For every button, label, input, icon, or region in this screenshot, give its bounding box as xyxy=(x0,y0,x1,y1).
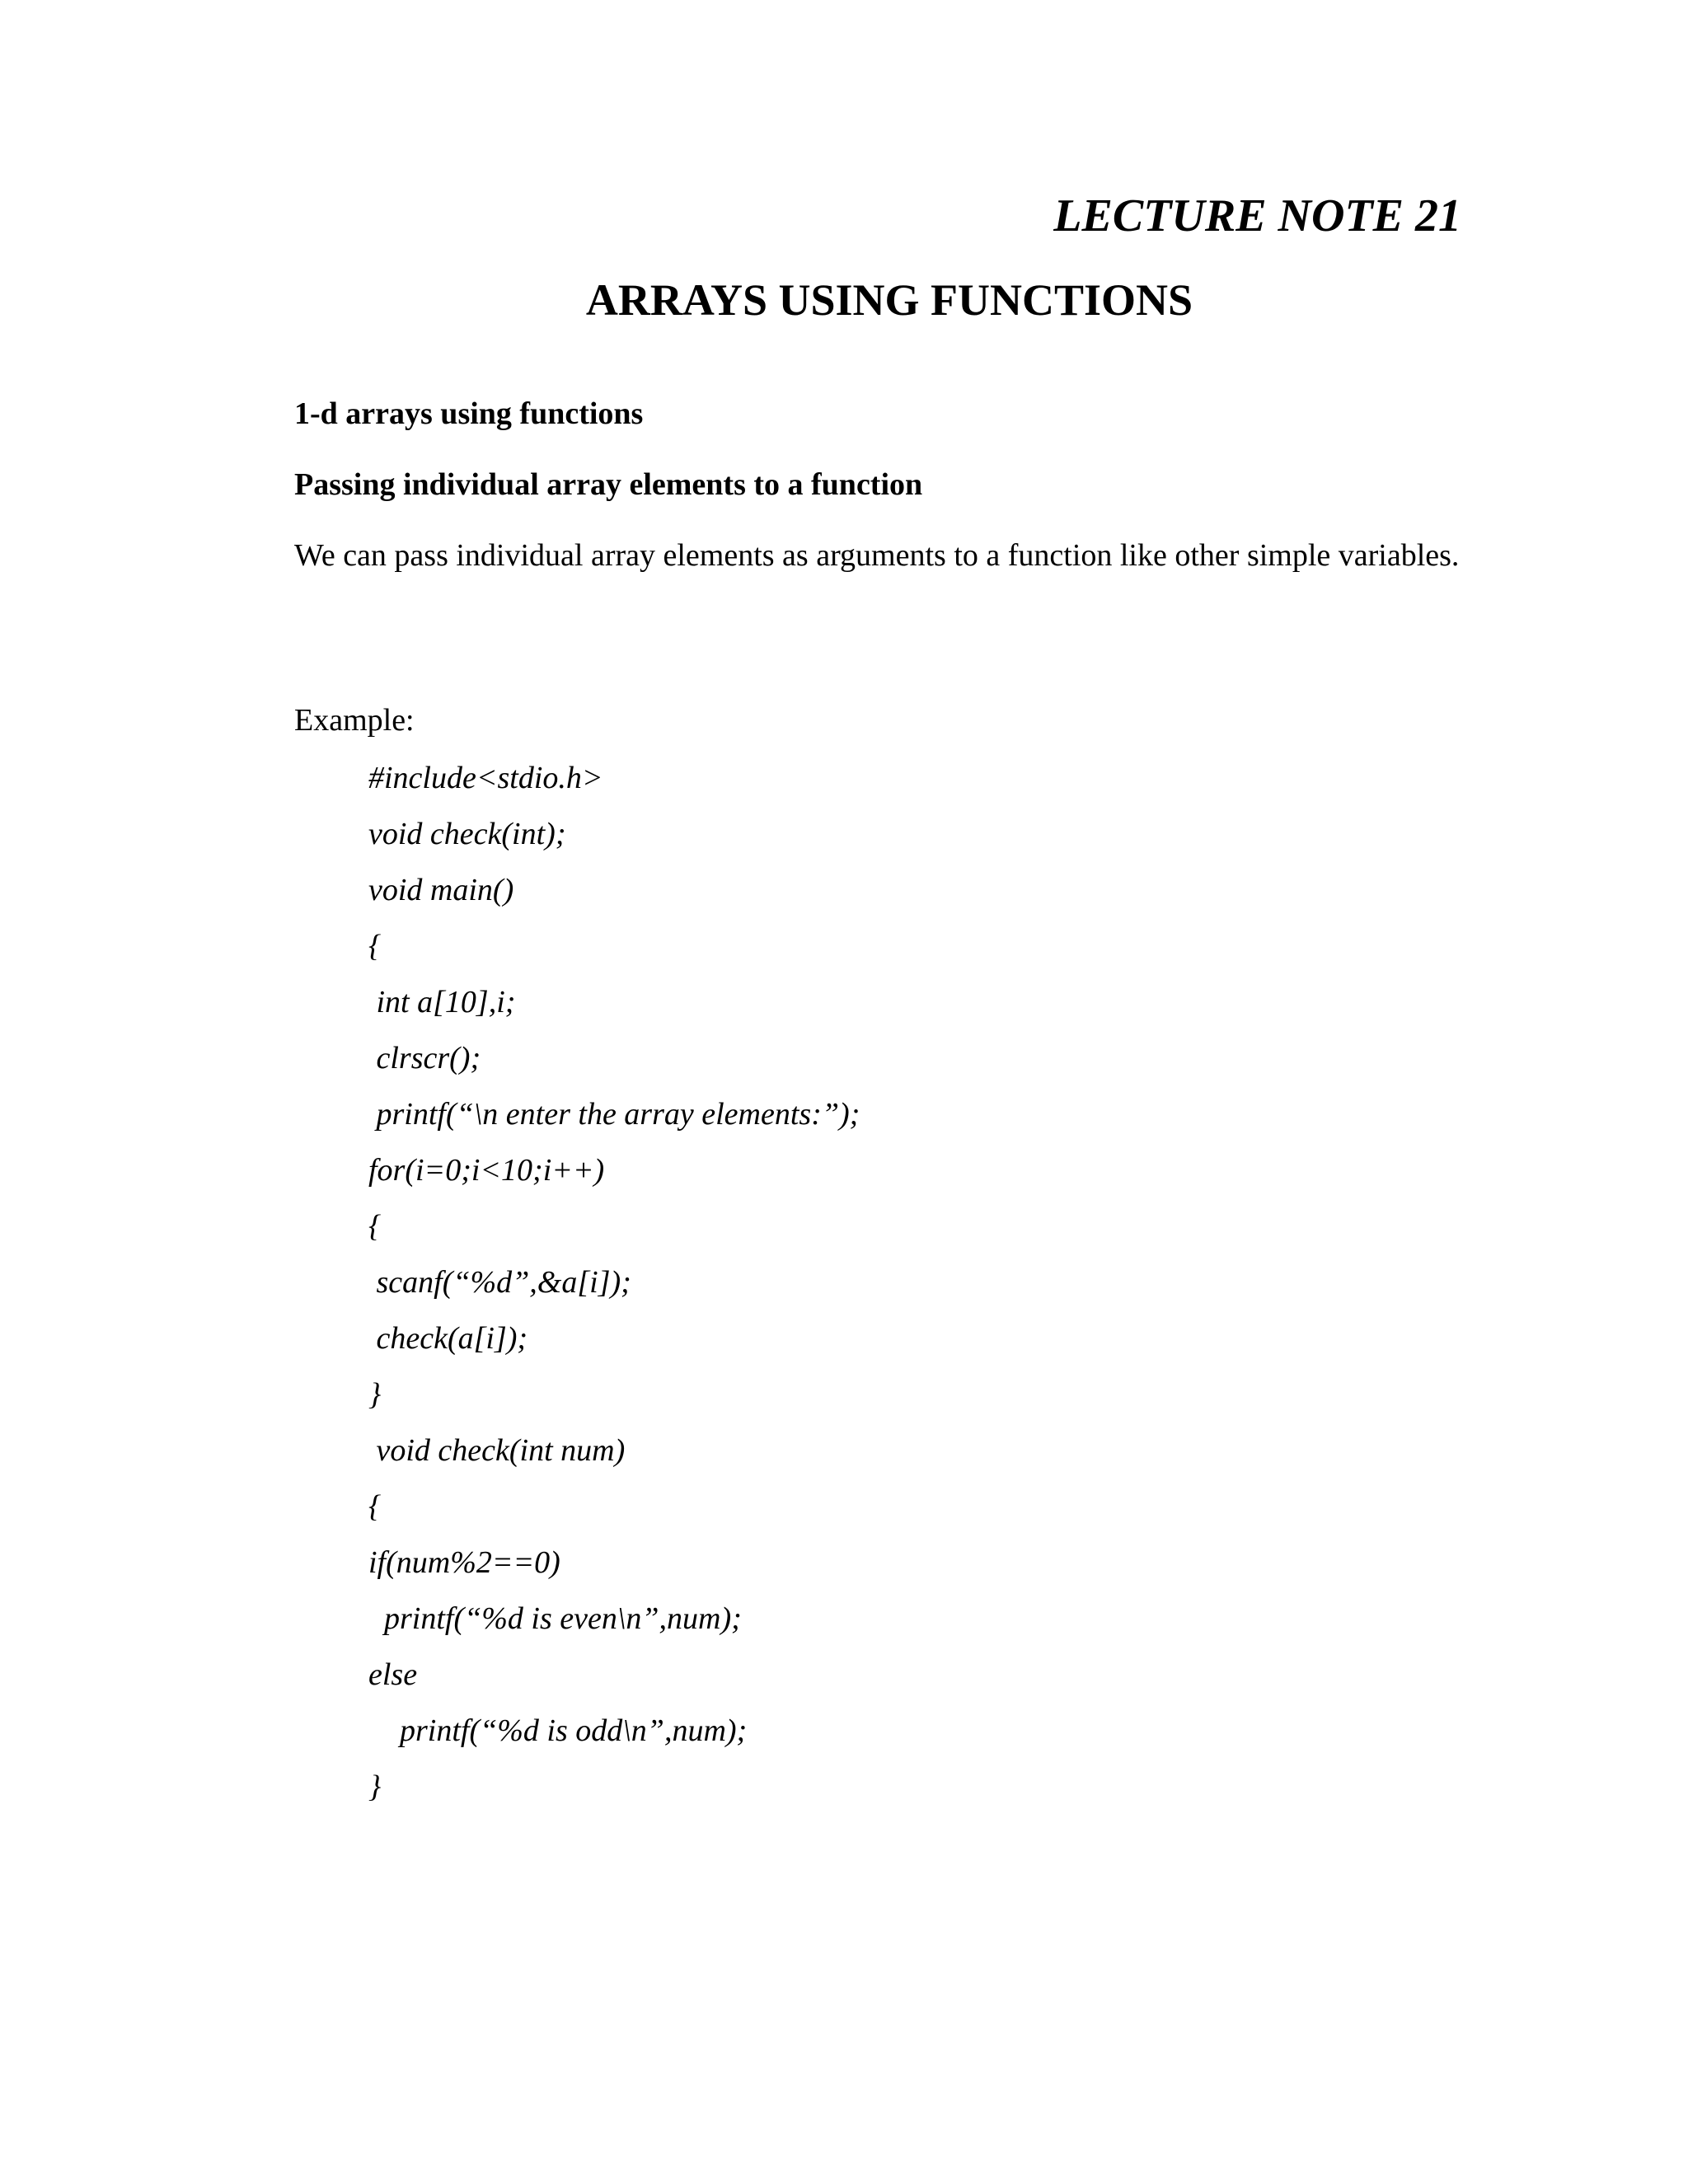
code-line: else xyxy=(368,1657,418,1692)
lecture-note-label: LECTURE NOTE 21 xyxy=(1053,190,1461,241)
code-line: for(i=0;i<10;i++) xyxy=(368,1153,605,1188)
code-line: printf(“%d is even\n”,num); xyxy=(368,1601,742,1636)
example-label: Example: xyxy=(294,703,415,738)
section-heading-passing-elements: Passing individual array elements to a function xyxy=(294,467,923,502)
body-paragraph: We can pass individual array elements as arguments to a function like other simple variables. xyxy=(294,538,1460,573)
code-line: check(a[i]); xyxy=(368,1321,528,1356)
code-line: { xyxy=(368,929,382,963)
code-line: printf(“%d is odd\n”,num); xyxy=(368,1713,748,1748)
code-block xyxy=(368,758,860,1823)
code-line: void check(int num) xyxy=(368,1433,626,1468)
code-line: printf(“\n enter the array elements:”); xyxy=(368,1097,860,1132)
code-line: void check(int); xyxy=(368,817,566,851)
page-title: ARRAYS USING FUNCTIONS xyxy=(585,275,1193,325)
code-line: { xyxy=(368,1489,382,1524)
code-line: void main() xyxy=(368,873,514,907)
code-line: clrscr(); xyxy=(368,1041,481,1076)
code-line: scanf(“%d”,&a[i]); xyxy=(368,1265,631,1300)
section-heading-1d-arrays: 1-d arrays using functions xyxy=(294,396,644,431)
code-line: } xyxy=(368,1769,382,1804)
code-line: if(num%2==0) xyxy=(368,1545,560,1580)
code-line: int a[10],i; xyxy=(368,985,516,1019)
code-line: #include<stdio.h> xyxy=(368,761,603,795)
code-line: } xyxy=(368,1377,382,1412)
code-line: { xyxy=(368,1209,382,1244)
